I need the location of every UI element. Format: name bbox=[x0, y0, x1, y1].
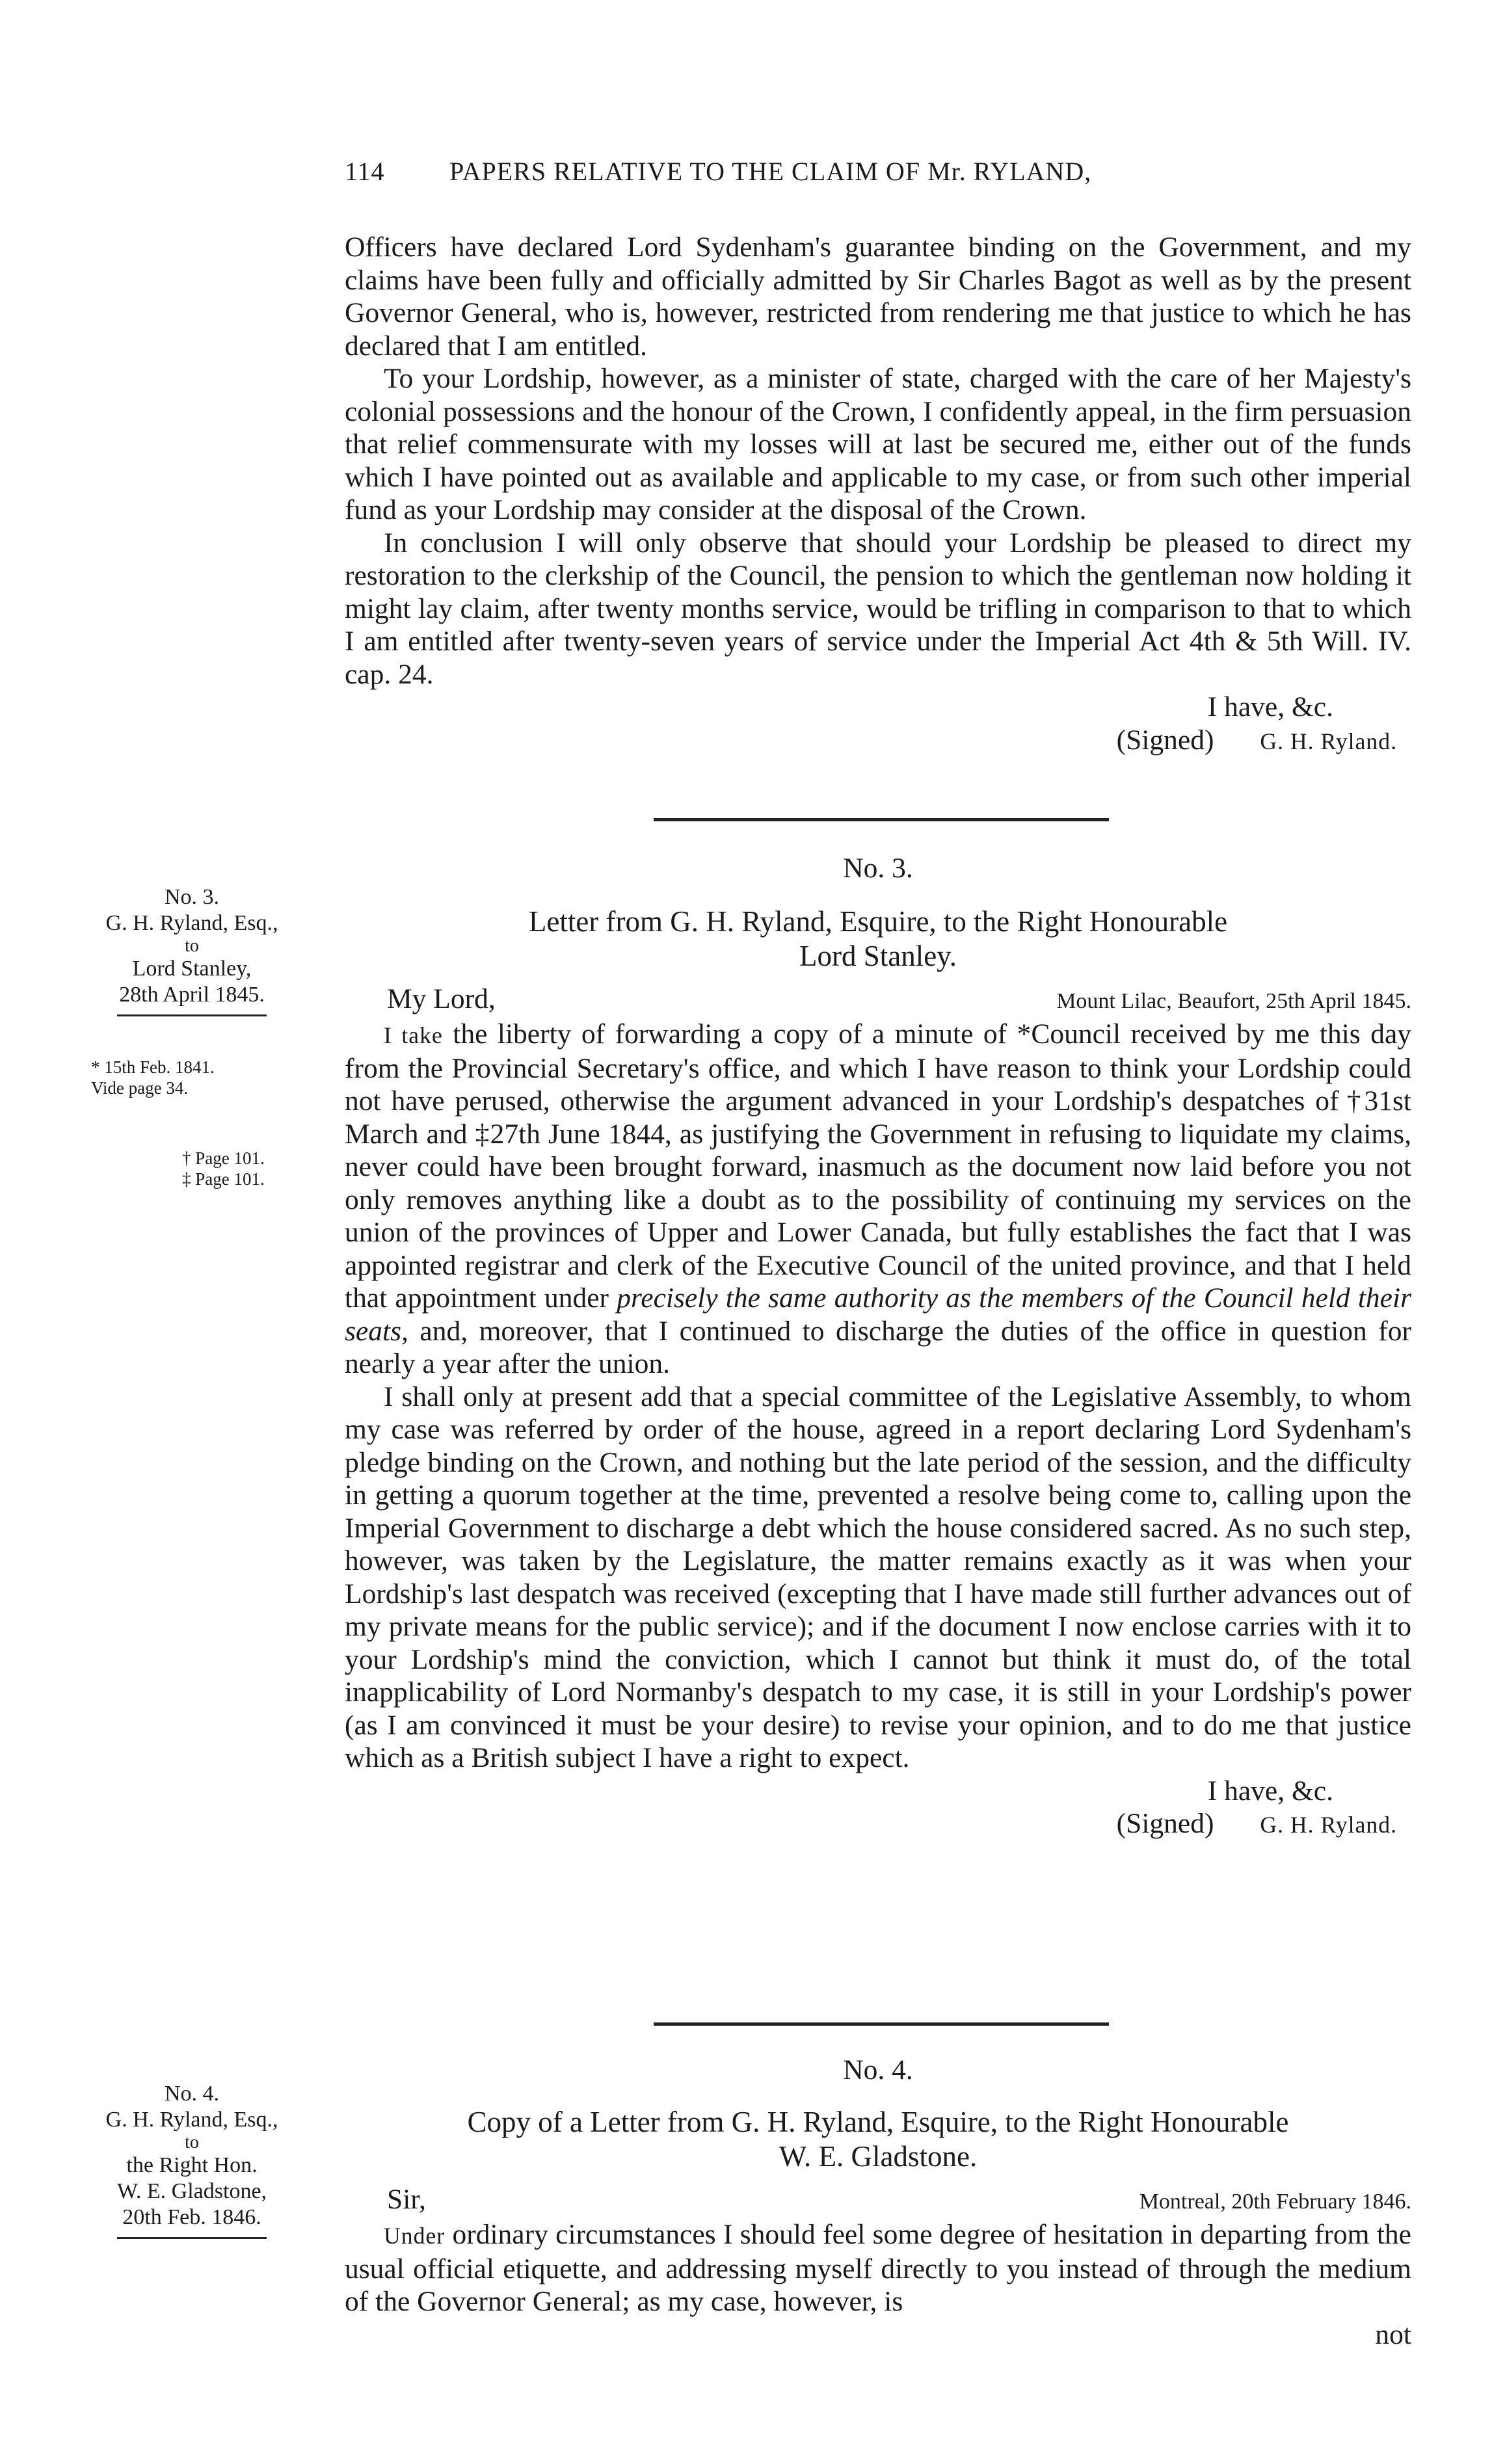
footnote-council-minute: * 15th Feb. 1841. Vide page 34. bbox=[91, 1057, 215, 1098]
salutation: My Lord, bbox=[387, 983, 496, 1014]
margin-rule bbox=[117, 2237, 267, 2239]
section-divider bbox=[654, 2022, 1109, 2026]
margin-rule bbox=[117, 1014, 267, 1016]
place-date: Mount Lilac, Beaufort, 25th April 1845. bbox=[1056, 988, 1411, 1013]
paragraph: Officers have declared Lord Sydenham's guarantee binding on the Government, and my claims have been fully and officially admitted by Sir Charles Bagot as well as by the present Governor General, who is, however, restricted from rendering me that justice to which he has declared that I am entitled. bbox=[345, 232, 1411, 362]
letter-continuation bbox=[345, 231, 1411, 758]
margin-note-no-3: No. 3. G. H. Ryland, Esq., to Lord Stanley, 28th April 1845. bbox=[52, 884, 332, 1016]
paragraph: I shall only at present add that a special committee of the Legislative Assembly, to whom my case was referred by order of the house, agreed in a report declaring Lord Sydenham's pledge binding on the Crown, and nothing but the late period of the session, and the difficulty in getting a quorum together at the time, prevented a resolve being come to, calling upon the Imperial Government to discharge a debt which the house considered sacred. As no such step, however, was taken by the Legislature, the matter remains exactly as it was when your Lordship's last despatch was received (excepting that I have made still further advances out of my private means for the public service); and if the document I now enclose carries with it to your Lordship's mind the conviction, which I cannot but think it must do, of the total inapplicability of Lord Normanby's despatch to my case, it is still in your Lordship's power (as I am convinced it must be your desire) to revise your opinion, and to do me that justice which as a British subject I have a right to expect. bbox=[345, 1381, 1411, 1773]
italic-phrase: precisely the same authority as the members of the Council held their seats, bbox=[345, 1282, 1411, 1347]
section-divider bbox=[654, 818, 1109, 821]
paragraph: I take the liberty of forwarding a copy of a minute of *Council received by me this day from the Provincial Secretary's office, and which I have reason to think your Lordship could not have perused, otherwise the argument advanced in your Lordship's despatches of †31st March and ‡27th June 1844, as justifying the Government in refusing to liquidate my claims, never could have been brought forward, inasmuch as the document now laid before you not only removes anything like a doubt as to the possibility of continuing my services on the union of the provinces of Upper and Lower Canada, but fully establishes the fact that I was appointed registrar and clerk of the Executive Council of the united province, and that I held that appointment under precisely the same authority as the members of the Council held their seats, and, moreover, that I continued to discharge the duties of the office in question for nearly a year after the union. bbox=[345, 1018, 1411, 1379]
running-head bbox=[345, 156, 1411, 187]
catchword: not bbox=[1375, 2318, 1411, 2350]
signer-name: G. H. Ryland. bbox=[1260, 728, 1397, 754]
paragraph: Under ordinary circumstances I should feel some degree of hesitation in departing from the usual official etiquette, and addressing myself directly to you instead of through the medium of the Governor General; as my case, however, is bbox=[345, 2219, 1411, 2317]
letter-title-line: Copy of a Letter from G. H. Ryland, Esquire, to the Right Honourable bbox=[467, 2105, 1289, 2138]
closing: I have, &c. bbox=[1207, 1775, 1333, 1807]
signature-line bbox=[345, 1807, 1411, 1842]
letter-title-line: Letter from G. H. Ryland, Esquire, to the Right Honourable bbox=[528, 905, 1228, 938]
letter-heading: No. 3. bbox=[843, 853, 913, 884]
signed-label: (Signed) bbox=[1116, 1808, 1214, 1839]
opening-words: I take bbox=[384, 1022, 443, 1048]
signed-label: (Signed) bbox=[1116, 724, 1214, 756]
letter-heading: No. 4. bbox=[843, 2054, 913, 2086]
paragraph: To your Lordship, however, as a minister of state, charged with the care of her Majesty's colonial possessions and the honour of the Crown, I confidently appeal, in the firm persuasion that relief commensurate with my losses will at last be secured me, either out of the funds which I have pointed out as available and applicable to my case, or from such other imperial fund as your Lordship may consider at the disposal of the Crown. bbox=[345, 363, 1411, 525]
paragraph: In conclusion I will only observe that should your Lordship be pleased to direct my restoration to the clerkship of the Council, the pension to which the gentleman now holding it might lay claim, after twenty months service, would be trifling in comparison to that to which I am entitled after twenty-seven years of service under the Imperial Act 4th & 5th Will. IV. cap. 24. bbox=[345, 527, 1411, 690]
opening-words: Under bbox=[384, 2223, 446, 2249]
page-number: 114 bbox=[345, 157, 385, 186]
letter-title bbox=[345, 2105, 1411, 2174]
signer-name: G. H. Ryland. bbox=[1260, 1812, 1397, 1838]
footnote-despatch-pages: † Page 101. ‡ Page 101. bbox=[182, 1148, 265, 1189]
salutation: Sir, bbox=[387, 2183, 426, 2215]
letter-no-3 bbox=[345, 852, 1411, 1842]
running-title: PAPERS RELATIVE TO THE CLAIM OF Mr. RYLAND, bbox=[449, 157, 1092, 186]
dateline bbox=[345, 983, 1411, 1018]
letter-title-line: W. E. Gladstone. bbox=[779, 2139, 978, 2173]
signature-line bbox=[345, 724, 1411, 758]
letter-no-4 bbox=[345, 2054, 1411, 2351]
closing: I have, &c. bbox=[1207, 691, 1333, 722]
dateline bbox=[345, 2183, 1411, 2219]
place-date: Montreal, 20th February 1846. bbox=[1139, 2189, 1411, 2214]
letter-title-line: Lord Stanley. bbox=[799, 939, 957, 972]
letter-title bbox=[345, 905, 1411, 974]
margin-note-no-4: No. 4. G. H. Ryland, Esq., to the Right Hon. W. E. Gladstone, 20th Feb. 1846. bbox=[52, 2081, 332, 2239]
